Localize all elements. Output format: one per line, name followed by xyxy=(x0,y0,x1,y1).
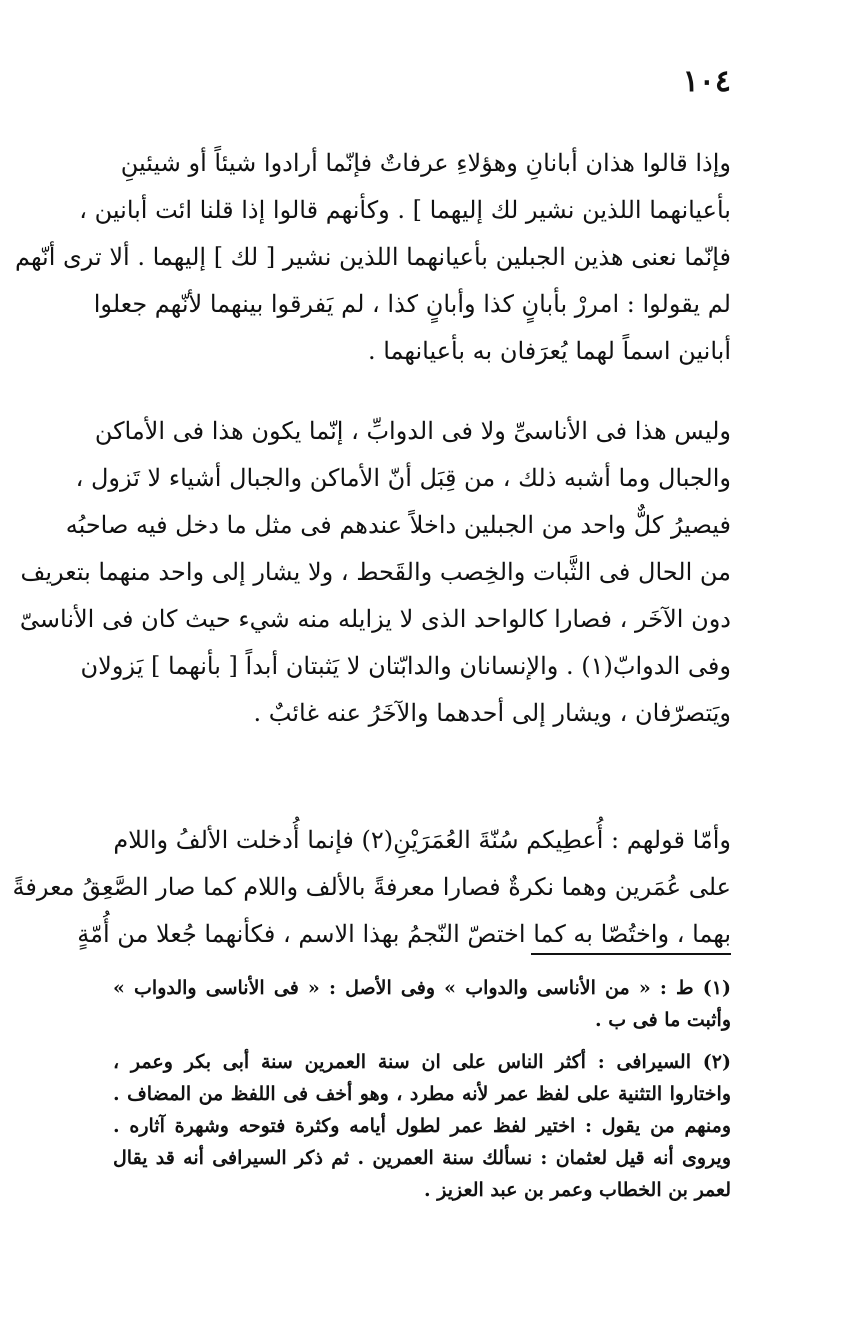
footnote-line: ومنهم من يقول : اختير لفظ عمر لطول أيامه وكثرة فتوحه وشهرة آثاره . xyxy=(113,1115,731,1137)
text-line: بأعيانهما اللذين نشير لك إليهما ] . وكأنهم قالوا إذا قلنا ائت أبانين ، xyxy=(79,196,731,224)
footnotes xyxy=(113,972,731,1206)
footnote-line: واختاروا التثنية على لفظ عمر لأنه مطرد ، وهو أخف فى اللفظ من المضاف . xyxy=(113,1083,731,1105)
text-line: وفى الدوابّ(١) . والإنسانان والدابّتان لا يَثبتان أبداً [ بأنهما ] يَزولان xyxy=(80,652,731,680)
text-line: وليس هذا فى الأناسىِّ ولا فى الدوابِّ ، إنّما يكون هذا فى الأماكن xyxy=(94,417,731,445)
page-number: ١٠٤ xyxy=(682,64,731,99)
text-line: وأمّا قولهم : أُعطِيكم سُنّةَ العُمَرَيْنِ(٢) فإنما أُدخلت الألفُ واللام xyxy=(113,826,731,854)
footnote-line: (٢) السيرافى : أكثر الناس على ان سنة العمرين سنة أبى بكر وعمر ، xyxy=(113,1051,731,1073)
footnote xyxy=(113,1046,731,1206)
text-line: بهما ، واختُصّا به كما اختصّ النّجمُ بهذا الاسم ، فكأنهما جُعلا من أُمّةٍ xyxy=(77,920,731,948)
text-line: والجبال وما أشبه ذلك ، من قِبَل أنّ الأماكن والجبال أشياء لا تَزول ، xyxy=(75,464,731,492)
text-line: فإنّما نعنى هذين الجبلين بأعيانهما اللذين نشير [ لك ] إليهما . ألا ترى أنّهم xyxy=(15,243,731,271)
text-line: على عُمَرين وهما نكرةٌ فصارا معرفةً بالألف واللام كما صار الصَّعِقُ معرفةً xyxy=(12,873,731,901)
footnote-line: وأثبت ما فى ب . xyxy=(595,1009,731,1031)
text-line: ويَتصرّفان ، ويشار إلى أحدهما والآخَرُ عنه غائبٌ . xyxy=(253,699,731,727)
paragraph xyxy=(15,140,731,375)
text-line: من الحال فى الثَّبات والخِصب والقَحط ، ولا يشار إلى واحد منهما بتعريف xyxy=(20,558,731,586)
paragraph xyxy=(19,408,731,737)
text-line: فيصيرُ كلٌّ واحد من الجبلين داخلاً عندهم فى مثل ما دخل فيه صاحبُه xyxy=(65,511,731,539)
text-line: وإذا قالوا هذان أبانانِ وهؤلاءِ عرفاتٌ فإنّما أرادوا شيئاً أو شيئينِ xyxy=(120,149,731,177)
paragraph xyxy=(12,817,731,958)
text-line: لم يقولوا : امررْ بأبانٍ كذا وأبانٍ كذا ، لم يَفرقوا بينهما لأنّهم جعلوا xyxy=(93,290,731,318)
footnote-line: ويروى أنه قيل لعثمان : نسألك سنة العمرين . ثم ذكر السيرافى أنه قد يقال xyxy=(113,1147,731,1169)
footnote xyxy=(113,972,731,1036)
footnote-line: (١) ط : « من الأناسى والدواب » وفى الأصل : « فى الأناسى والدواب » xyxy=(113,977,731,999)
footnote-separator xyxy=(531,953,731,955)
text-line: دون الآخَر ، فصارا كالواحد الذى لا يزايله منه شيء حيث كان فى الأناسىّ xyxy=(19,605,731,633)
text-line: أبانين اسماً لهما يُعرَفان به بأعيانهما . xyxy=(367,337,731,365)
footnote-line: لعمر بن الخطاب وعمر بن عبد العزيز . xyxy=(424,1179,731,1201)
